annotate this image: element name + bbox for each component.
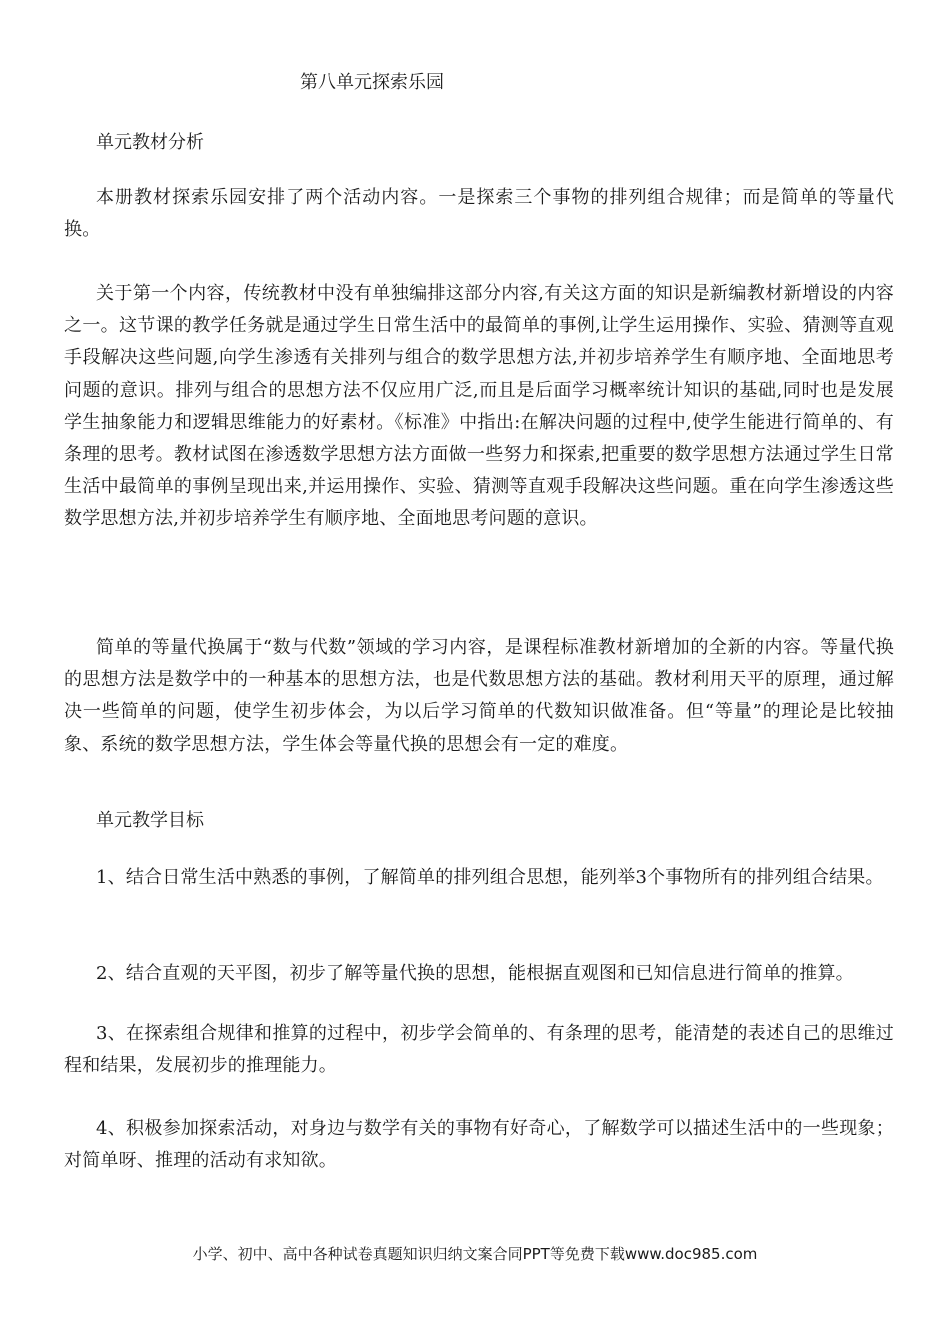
analysis-paragraph-2: 关于第一个内容，传统教材中没有单独编排这部分内容,有关这方面的知识是新编教材新增设的内容之一。这节课的教学任务就是通过学生日常生活中的最简单的事例,让学生运用操作、实验、猜测等直观手段解决这些问题,向学生渗透有关排列与组合的数学思想方法,并初步培养学生有顺序地、全面地思考问题的意识。排列与组合的思想方法不仅应用广泛,而且是后面学习概率统计知识的基础,同时也是发展学生抽象能力和逻辑思维能力的好素材。《标准》中指出:在解决问题的过程中,使学生能进行简单的、有条理的思考。教材试图在渗透数学思想方法方面做一些努力和探索,把重要的数学思想方法通过学生日常生活中最简单的事例呈现出来,并运用操作、实验、猜测等直观手段解决这些问题。重在向学生渗透这些数学思想方法,并初步培养学生有顺序地、全面地思考问题的意识。 xyxy=(64,283,894,530)
goal-item-4: 4、积极参加探索活动，对身边与数学有关的事物有好奇心，了解数学可以描述生活中的一些现象；对简单呀、推理的活动有求知欲。 xyxy=(64,1118,894,1172)
goal-item-1: 1、结合日常生活中熟悉的事例，了解简单的排列组合思想，能列举3个事物所有的排列组合结果。 xyxy=(96,867,884,888)
section-heading-analysis: 单元教材分析 xyxy=(96,132,204,153)
page-title: 第八单元探索乐园 xyxy=(300,72,444,93)
page-footer: 小学、初中、高中各种试卷真题知识归纳文案合同PPT等免费下载www.doc985.com xyxy=(192,1245,758,1263)
analysis-paragraph-1: 本册教材探索乐园安排了两个活动内容。一是探索三个事物的排列组合规律；而是简单的等量代换。 xyxy=(64,187,894,241)
goal-item-2: 2、结合直观的天平图，初步了解等量代换的思想，能根据直观图和已知信息进行简单的推算。 xyxy=(96,963,854,984)
goal-item-3: 3、在探索组合规律和推算的过程中，初步学会简单的、有条理的思考，能清楚的表述自己的思维过程和结果，发展初步的推理能力。 xyxy=(64,1023,894,1077)
section-heading-goals: 单元教学目标 xyxy=(96,810,204,831)
analysis-paragraph-3: 简单的等量代换属于“数与代数”领域的学习内容，是课程标准教材新增加的全新的内容。等量代换的思想方法是数学中的一种基本的思想方法，也是代数思想方法的基础。教材利用天平的原理，通过解决一些简单的问题，使学生初步体会，为以后学习简单的代数知识做准备。但“等量”的理论是比较抽象、系统的数学思想方法，学生体会等量代换的思想会有一定的难度。 xyxy=(64,637,894,755)
